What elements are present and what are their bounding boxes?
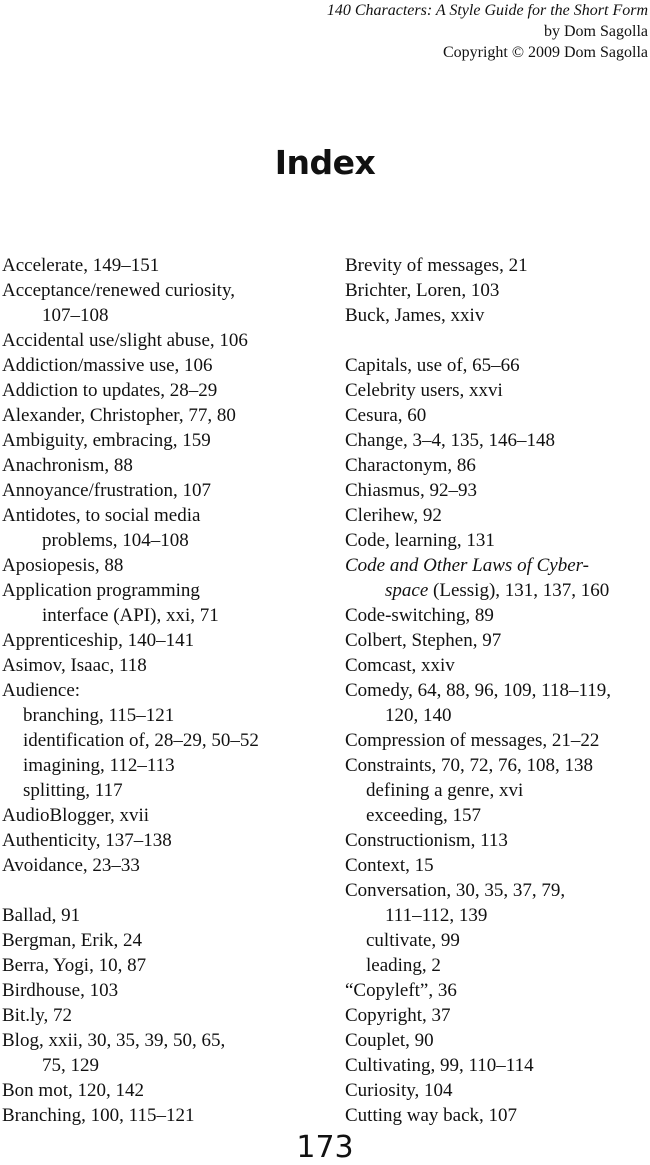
index-entry: Colbert, Stephen, 97 bbox=[345, 630, 502, 651]
index-entry: Bon mot, 120, 142 bbox=[2, 1080, 144, 1101]
index-entry: Constructionism, 113 bbox=[345, 830, 508, 851]
index-column-left bbox=[2, 253, 322, 1128]
index-subentry: exceeding, 157 bbox=[366, 805, 482, 826]
index-entry-continuation: interface (API), xxi, 71 bbox=[42, 605, 219, 626]
index-entry: Cutting way back, 107 bbox=[345, 1105, 518, 1126]
book-title: 140 Characters: A Style Guide for the Short Form bbox=[326, 2, 648, 19]
index-entry: Comedy, 64, 88, 96, 109, 118–119, bbox=[345, 680, 611, 701]
index-entry: Addiction to updates, 28–29 bbox=[2, 380, 218, 401]
index-entry: Change, 3–4, 135, 146–148 bbox=[345, 430, 556, 451]
index-entry: Constraints, 70, 72, 76, 108, 138 bbox=[345, 755, 594, 776]
index-entry: Blog, xxii, 30, 35, 39, 50, 65, bbox=[2, 1030, 226, 1051]
index-entry: Anachronism, 88 bbox=[2, 455, 133, 476]
index-entry: Authenticity, 137–138 bbox=[2, 830, 172, 851]
index-entry: Aposiopesis, 88 bbox=[2, 555, 124, 576]
index-entry: Code, learning, 131 bbox=[345, 530, 495, 551]
index-entry: Comcast, xxiv bbox=[345, 655, 455, 676]
index-entry: Buck, James, xxiv bbox=[345, 305, 485, 326]
index-entry-continuation: 111–112, 139 bbox=[385, 905, 488, 926]
index-subentry: branching, 115–121 bbox=[23, 705, 175, 726]
index-entry: Copyright, 37 bbox=[345, 1005, 451, 1026]
page-title: Index bbox=[274, 143, 376, 182]
page-number: 173 bbox=[296, 1130, 354, 1165]
index-entry-continuation: 120, 140 bbox=[385, 705, 452, 726]
book-author: by Dom Sagolla bbox=[544, 23, 648, 40]
index-entry: Conversation, 30, 35, 37, 79, bbox=[345, 880, 566, 901]
letter-group-spacer bbox=[345, 328, 650, 353]
index-entry: Addiction/massive use, 106 bbox=[2, 355, 213, 376]
index-entry: Code and Other Laws of Cyber- bbox=[345, 555, 589, 576]
index-entry: Asimov, Isaac, 118 bbox=[2, 655, 147, 676]
index-entry: AudioBlogger, xvii bbox=[2, 805, 150, 826]
index-entry-continuation: 75, 129 bbox=[42, 1055, 99, 1076]
index-entry: Cultivating, 99, 110–114 bbox=[345, 1055, 534, 1076]
index-subentry: defining a genre, xvi bbox=[366, 780, 524, 801]
index-entry: Audience: bbox=[2, 680, 81, 701]
index-entry: Bergman, Erik, 24 bbox=[2, 930, 143, 951]
index-entry: Application programming bbox=[2, 580, 200, 601]
index-entry-continuation: problems, 104–108 bbox=[42, 530, 189, 551]
index-entry: Clerihew, 92 bbox=[345, 505, 442, 526]
index-entry: Avoidance, 23–33 bbox=[2, 855, 140, 876]
index-entry: Couplet, 90 bbox=[345, 1030, 434, 1051]
index-entry: Celebrity users, xxvi bbox=[345, 380, 503, 401]
index-entry: Birdhouse, 103 bbox=[2, 980, 119, 1001]
index-entry: Acceptance/renewed curiosity, bbox=[2, 280, 235, 301]
index-entry: Brichter, Loren, 103 bbox=[345, 280, 500, 301]
index-entry: Capitals, use of, 65–66 bbox=[345, 355, 520, 376]
index-entry: Ballad, 91 bbox=[2, 905, 81, 926]
index-entry: Antidotes, to social media bbox=[2, 505, 201, 526]
index-subentry: cultivate, 99 bbox=[366, 930, 460, 951]
index-entry: Curiosity, 104 bbox=[345, 1080, 453, 1101]
index-entry: Accidental use/slight abuse, 106 bbox=[2, 330, 248, 351]
index-subentry: splitting, 117 bbox=[23, 780, 123, 801]
index-entry: Ambiguity, embracing, 159 bbox=[2, 430, 211, 451]
index-entry-continuation: 107–108 bbox=[42, 305, 109, 326]
index-entry: Berra, Yogi, 10, 87 bbox=[2, 955, 147, 976]
index-entry: Cesura, 60 bbox=[345, 405, 427, 426]
index-entry: Alexander, Christopher, 77, 80 bbox=[2, 405, 236, 426]
index-entry: Apprenticeship, 140–141 bbox=[2, 630, 195, 651]
index-column-right bbox=[345, 253, 650, 1128]
letter-group-spacer bbox=[2, 878, 322, 903]
index-entry: “Copyleft”, 36 bbox=[345, 980, 457, 1001]
running-header bbox=[327, 0, 648, 63]
index-entry: Compression of messages, 21–22 bbox=[345, 730, 600, 751]
index-entry: Accelerate, 149–151 bbox=[2, 255, 160, 276]
book-title-italic: space bbox=[385, 580, 429, 601]
index-subentry: imagining, 112–113 bbox=[23, 755, 175, 776]
index-entry: Chiasmus, 92–93 bbox=[345, 480, 477, 501]
index-entry: Bit.ly, 72 bbox=[2, 1005, 73, 1026]
index-entry: Branching, 100, 115–121 bbox=[2, 1105, 195, 1126]
book-copyright: Copyright © 2009 Dom Sagolla bbox=[442, 44, 648, 61]
index-entry-continuation bbox=[345, 578, 650, 603]
index-entry: Code-switching, 89 bbox=[345, 605, 494, 626]
index-entry: Charactonym, 86 bbox=[345, 455, 476, 476]
index-entry: Brevity of messages, 21 bbox=[345, 255, 528, 276]
index-entry: Annoyance/frustration, 107 bbox=[2, 480, 211, 501]
index-entry-locators: (Lessig), 131, 137, 160 bbox=[428, 580, 610, 601]
index-subentry: identification of, 28–29, 50–52 bbox=[23, 730, 259, 751]
index-subentry: leading, 2 bbox=[366, 955, 441, 976]
index-entry: Context, 15 bbox=[345, 855, 434, 876]
